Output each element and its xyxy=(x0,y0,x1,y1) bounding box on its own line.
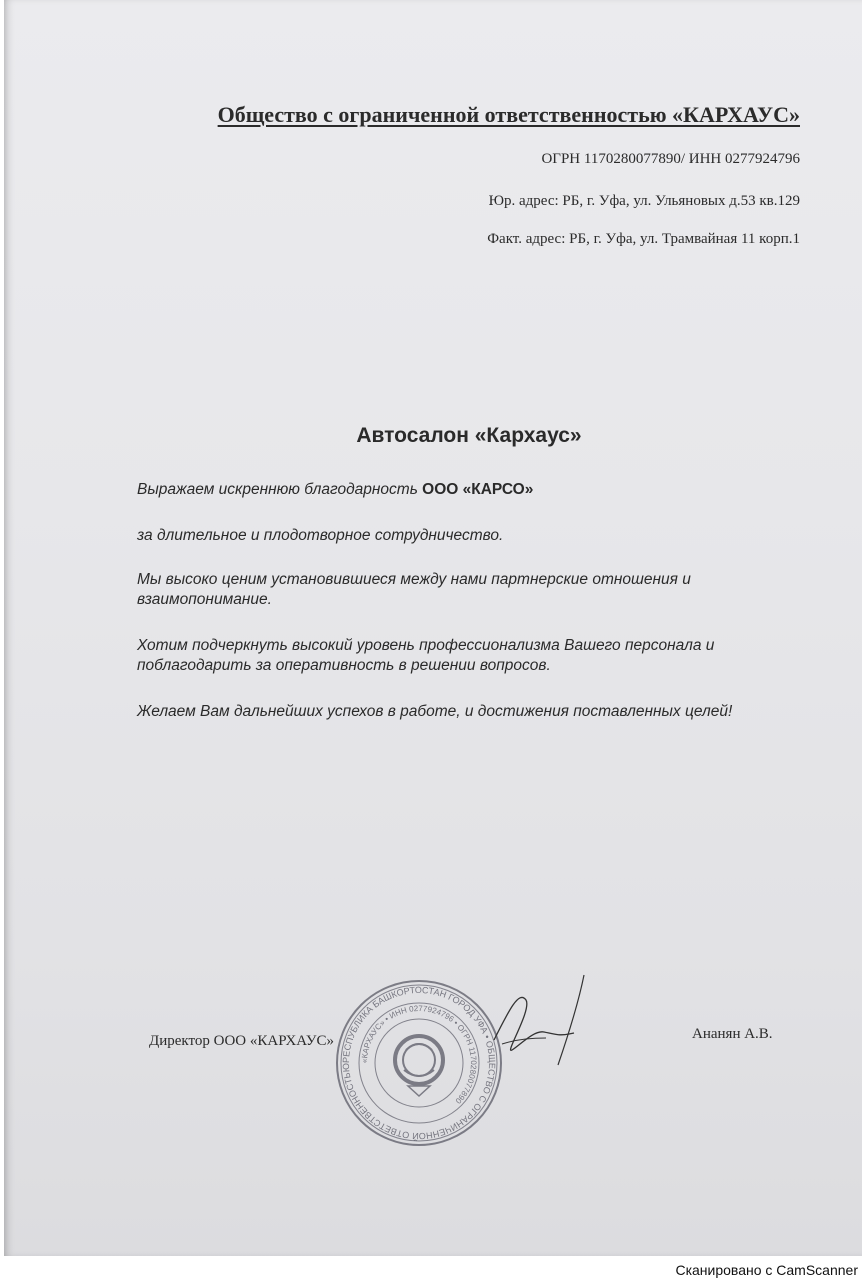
letter-title: Автосалон «Кархаус» xyxy=(356,424,582,447)
paragraph-gratitude xyxy=(137,480,827,500)
scanner-watermark: Сканировано с CamScanner xyxy=(675,1262,858,1278)
director-position: Директор ООО «КАРХАУС» xyxy=(149,1033,334,1049)
paragraph-wishes: Желаем Вам дальнейших успехов в работе, и достижения поставленных целей! xyxy=(137,703,733,720)
company-name: Общество с ограниченной ответственностью «КАРХАУС» xyxy=(217,102,800,127)
ogrn-inn: ОГРН 1170280077890/ ИНН 0277924796 xyxy=(541,151,800,167)
paragraph-professionalism: Хотим подчеркнуть высокий уровень профессионализма Вашего персонала и поблагодарить за оперативность в решении вопросов. xyxy=(137,637,715,674)
seal-outer-text: РЕСПУБЛИКА БАШКОРТОСТАН ГОРОД УФА • ОБЩЕСТВО С ОГРАНИЧЕННОЙ ОТВЕТСТВЕННОСТЬЮ xyxy=(340,984,498,1142)
legal-address: Юр. адрес: РБ, г. Уфа, ул. Ульяновых д.53 кв.129 xyxy=(488,193,800,209)
paragraph-partnership: Мы высоко ценим установившиеся между нами партнерские отношения и взаимопонимание. xyxy=(137,571,691,608)
gratitude-text: Выражаем искреннюю благодарность xyxy=(137,481,423,498)
actual-address: Факт. адрес: РБ, г. Уфа, ул. Трамвайная 11 корп.1 xyxy=(487,231,800,247)
director-signature xyxy=(474,970,604,1080)
seal-inner-text: «КАРХАУС» • ИНН 0277924796 • ОГРН 1170280077890 xyxy=(359,1003,479,1106)
seal-emblem-icon xyxy=(395,1036,443,1096)
scanned-page xyxy=(4,0,862,1256)
signer-name: Ананян А.В. xyxy=(692,1026,773,1042)
paragraph-cooperation: за длительное и плодотворное сотрудничество. xyxy=(137,527,504,544)
recipient-org: ООО «КАРСО» xyxy=(422,481,534,498)
